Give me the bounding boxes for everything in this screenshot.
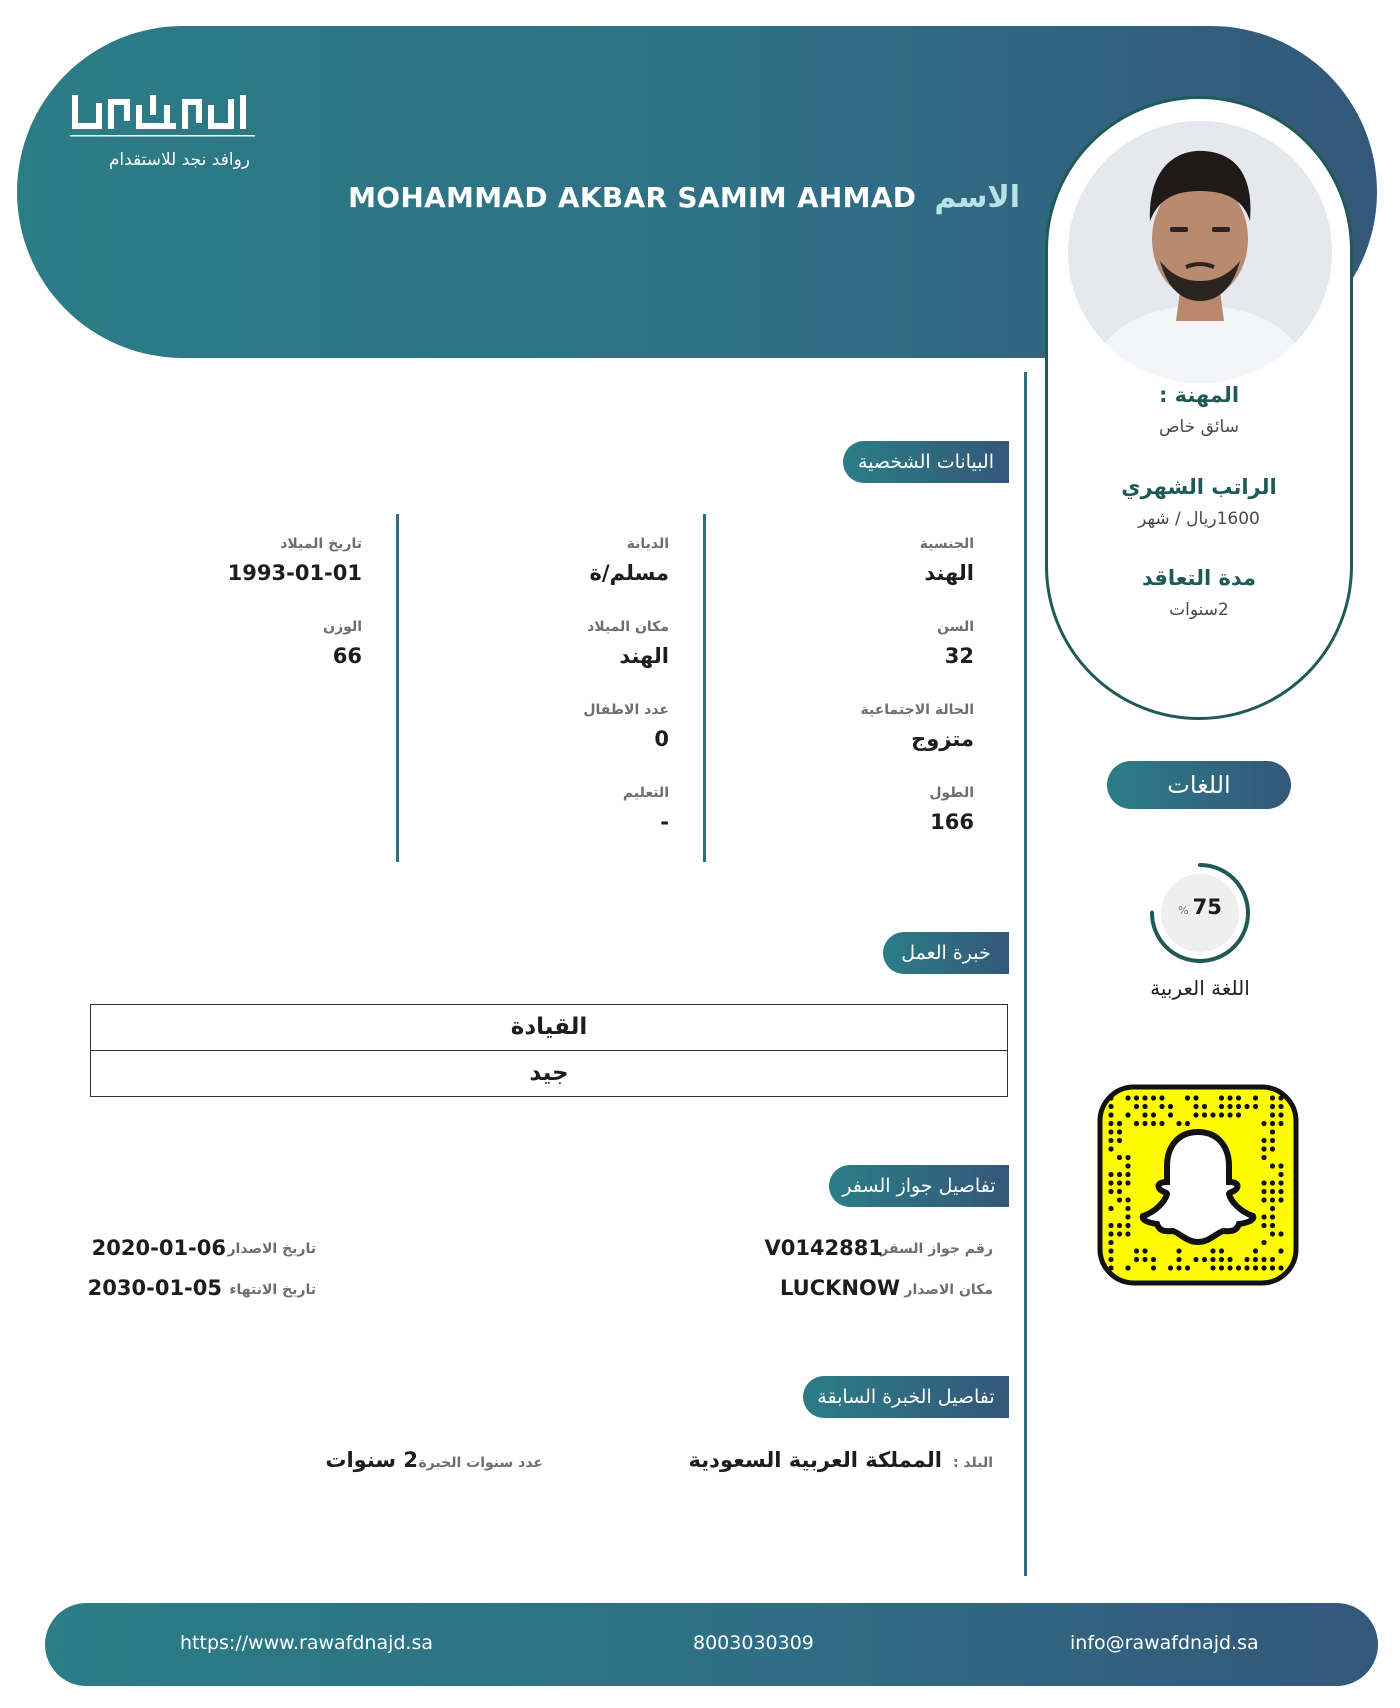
snapcode-dot: [1270, 1197, 1275, 1202]
snapcode-dot: [1108, 1248, 1113, 1253]
issue-place-value: LUCKNOW: [780, 1276, 900, 1300]
snapcode-dot: [1244, 1104, 1249, 1109]
snapcode-dot: [1108, 1180, 1113, 1185]
snapcode-dot: [1244, 1265, 1249, 1270]
experience-years-label: عدد سنوات الخبرة: [418, 1455, 543, 1471]
snapcode-dot: [1270, 1180, 1275, 1185]
vertical-divider: [1024, 372, 1027, 1576]
contract-block: [1048, 566, 1350, 620]
country-label: البلد :: [952, 1455, 993, 1471]
snapcode-dot: [1125, 1223, 1130, 1228]
snapcode-dot: [1117, 1129, 1122, 1134]
snapcode-dot: [1261, 1121, 1266, 1126]
snapcode-dot: [1125, 1095, 1130, 1100]
snapcode-dot: [1125, 1206, 1130, 1211]
language-name: اللغة العربية: [1150, 976, 1250, 1000]
snapcode-dot: [1270, 1257, 1275, 1262]
snapcode-dot: [1210, 1112, 1215, 1117]
nationality-label: الجنسية: [919, 536, 974, 552]
snapcode-dot: [1134, 1248, 1139, 1253]
snapcode-dot: [1108, 1223, 1113, 1228]
snapcode-dot: [1134, 1121, 1139, 1126]
snapcode-dot: [1125, 1265, 1130, 1270]
column-divider: [703, 514, 706, 862]
snapcode-dot: [1108, 1146, 1113, 1151]
snapcode-dot: [1270, 1265, 1275, 1270]
snapcode-dot: [1278, 1231, 1283, 1236]
percent-sign: %: [1178, 904, 1189, 917]
snapcode-dot: [1227, 1095, 1232, 1100]
snapcode-dot: [1236, 1104, 1241, 1109]
age-label: السن: [937, 619, 974, 635]
snapcode-dot: [1108, 1257, 1113, 1262]
marital-label: الحالة الاجتماعية: [860, 702, 974, 718]
snapcode-dot: [1193, 1112, 1198, 1117]
snapcode-dot: [1261, 1240, 1266, 1245]
logo-tagline: روافد نجد للاستقدام: [108, 150, 250, 170]
children-label: عدد الاطفال: [583, 702, 669, 718]
contract-label: مدة التعاقد: [1141, 566, 1257, 590]
snapcode-icon[interactable]: [1097, 1084, 1299, 1286]
religion-value: مسلم/ة: [589, 561, 669, 585]
snapcode-dot: [1261, 1197, 1266, 1202]
footer-website-link[interactable]: https://www.rawafdnajd.sa: [180, 1632, 434, 1654]
snapcode-dot: [1270, 1163, 1275, 1168]
birthplace-value: الهند: [619, 644, 669, 668]
name-row: [348, 180, 1020, 215]
snapcode-dot: [1236, 1095, 1241, 1100]
snapcode-dot: [1210, 1265, 1215, 1270]
snapcode-dot: [1185, 1095, 1190, 1100]
snapcode-dot: [1117, 1121, 1122, 1126]
skill-level: جيد: [91, 1050, 1007, 1096]
snapcode-dot: [1219, 1095, 1224, 1100]
snapcode-dot: [1270, 1206, 1275, 1211]
snapcode-dot: [1253, 1095, 1258, 1100]
snapcode-dot: [1227, 1257, 1232, 1262]
snapcode-dot: [1151, 1112, 1156, 1117]
snapcode-dot: [1202, 1104, 1207, 1109]
snapcode-dot: [1193, 1257, 1198, 1262]
snapcode-dot: [1125, 1231, 1130, 1236]
issue-place-label: مكان الاصدار: [904, 1282, 993, 1298]
snapcode-dot: [1261, 1155, 1266, 1160]
snapcode-dot: [1142, 1257, 1147, 1262]
snapcode-dot: [1176, 1265, 1181, 1270]
height-value: 166: [930, 810, 974, 834]
section-passport-details: تفاصيل جواز السفر: [829, 1165, 1009, 1207]
snapcode-dot: [1125, 1197, 1130, 1202]
profession-block: [1048, 383, 1350, 437]
section-work-experience: خبرة العمل: [883, 932, 1009, 974]
snapcode-dot: [1278, 1180, 1283, 1185]
birthdate-value: 1993-01-01: [227, 561, 362, 585]
nationality-value: الهند: [924, 561, 974, 585]
footer-email-link[interactable]: info@rawafdnajd.sa: [1070, 1632, 1259, 1654]
profession-value: سائق خاص: [1159, 417, 1239, 437]
snapcode-dot: [1236, 1112, 1241, 1117]
snapcode-dot: [1185, 1265, 1190, 1270]
snapcode-dot: [1142, 1095, 1147, 1100]
snapcode-dot: [1125, 1112, 1130, 1117]
snapcode-dot: [1151, 1121, 1156, 1126]
snapcode-dot: [1151, 1257, 1156, 1262]
snapcode-dot: [1142, 1104, 1147, 1109]
snapcode-dot: [1159, 1104, 1164, 1109]
snapcode-dot: [1142, 1112, 1147, 1117]
expiry-date-value: 2030-01-05: [87, 1276, 222, 1300]
snapcode-dot: [1261, 1189, 1266, 1194]
snapcode-dot: [1278, 1095, 1283, 1100]
snapcode-dot: [1117, 1138, 1122, 1143]
snapcode-dot: [1244, 1257, 1249, 1262]
snapcode-dot: [1227, 1104, 1232, 1109]
snapcode-dot: [1142, 1121, 1147, 1126]
snapcode-dot: [1117, 1223, 1122, 1228]
snapcode-dot: [1168, 1104, 1173, 1109]
snapcode-dot: [1151, 1265, 1156, 1270]
experience-years-value: 2 سنوات: [325, 1448, 418, 1472]
snapcode-dot: [1270, 1231, 1275, 1236]
snapcode-dot: [1261, 1257, 1266, 1262]
weight-label: الوزن: [323, 619, 362, 635]
snapcode-dot: [1159, 1121, 1164, 1126]
snapcode-dot: [1108, 1104, 1113, 1109]
weight-value: 66: [332, 644, 362, 668]
snapcode-dot: [1278, 1104, 1283, 1109]
snapcode-dot: [1253, 1248, 1258, 1253]
education-label: التعليم: [622, 785, 669, 801]
birthdate-label: تاريخ الميلاد: [280, 536, 362, 552]
issue-date-value: 2020-01-06: [91, 1236, 226, 1260]
snapcode-dot: [1253, 1104, 1258, 1109]
snapcode-dot: [1253, 1257, 1258, 1262]
profile-photo: [1068, 121, 1332, 383]
snapcode-dot: [1176, 1248, 1181, 1253]
age-value: 32: [944, 644, 974, 668]
snapcode-dot: [1219, 1248, 1224, 1253]
snapcode-dot: [1253, 1265, 1258, 1270]
snapcode-dot: [1219, 1104, 1224, 1109]
name-label: الاسم: [934, 180, 1020, 215]
language-percent: [1145, 895, 1255, 919]
snapcode-dot: [1108, 1112, 1113, 1117]
salary-block: [1048, 475, 1350, 529]
snapcode-dot: [1117, 1180, 1122, 1185]
snapcode-dot: [1125, 1180, 1130, 1185]
snapcode-dot: [1278, 1163, 1283, 1168]
passport-number-label: رقم جواز السفر: [880, 1241, 993, 1257]
snapcode-dot: [1108, 1129, 1113, 1134]
column-divider: [396, 514, 399, 862]
snapcode-dot: [1270, 1129, 1275, 1134]
snapcode-dot: [1151, 1095, 1156, 1100]
skills-table: [90, 1004, 1008, 1097]
expiry-date-label: تاريخ الانتهاء: [229, 1282, 316, 1298]
snapcode-dot: [1134, 1104, 1139, 1109]
snapcode-dot: [1227, 1265, 1232, 1270]
snapcode-dot: [1270, 1138, 1275, 1143]
marital-value: متزوج: [911, 727, 974, 751]
salary-label: الراتب الشهري: [1121, 475, 1277, 499]
snapcode-dot: [1108, 1240, 1113, 1245]
snapcode-dot: [1108, 1231, 1113, 1236]
snapcode-dot: [1117, 1231, 1122, 1236]
snapcode-dot: [1134, 1257, 1139, 1262]
snapcode-dot: [1219, 1112, 1224, 1117]
snapcode-dot: [1117, 1197, 1122, 1202]
country-value: المملكة العربية السعودية: [688, 1448, 942, 1472]
snapcode-dot: [1278, 1112, 1283, 1117]
snapcode-dot: [1193, 1104, 1198, 1109]
snapcode-dot: [1278, 1248, 1283, 1253]
languages-title: اللغات: [1107, 761, 1291, 809]
snapcode-dot: [1278, 1265, 1283, 1270]
snapcode-dot: [1117, 1155, 1122, 1160]
snapcode-dot: [1108, 1121, 1113, 1126]
snapcode-dot: [1117, 1172, 1122, 1177]
section-previous-experience: تفاصيل الخبرة السابقة: [803, 1376, 1009, 1418]
profession-label: المهنة :: [1158, 383, 1240, 407]
snapcode-dot: [1168, 1112, 1173, 1117]
snapcode-dot: [1261, 1138, 1266, 1143]
children-value: 0: [654, 727, 669, 751]
snapcode-dot: [1261, 1180, 1266, 1185]
snapcode-dot: [1185, 1121, 1190, 1126]
snapcode-dot: [1270, 1112, 1275, 1117]
snapcode-dot: [1270, 1121, 1275, 1126]
snapcode-dot: [1278, 1121, 1283, 1126]
snapcode-dot: [1202, 1112, 1207, 1117]
snapcode-dot: [1176, 1121, 1181, 1126]
snapcode-dot: [1117, 1189, 1122, 1194]
snapcode-dot: [1210, 1248, 1215, 1253]
snapcode-dot: [1193, 1095, 1198, 1100]
snapcode-dot: [1134, 1095, 1139, 1100]
snapcode-dot: [1270, 1146, 1275, 1151]
education-value: -: [660, 810, 669, 834]
height-label: الطول: [929, 785, 974, 801]
snapcode-dot: [1108, 1172, 1113, 1177]
snapcode-dot: [1168, 1265, 1173, 1270]
issue-date-label: تاريخ الاصدار: [227, 1241, 316, 1257]
footer-phone[interactable]: 8003030309: [693, 1632, 814, 1654]
snapcode-dot: [1261, 1223, 1266, 1228]
snapcode-dot: [1270, 1095, 1275, 1100]
snapcode-dot: [1236, 1265, 1241, 1270]
snapcode-dot: [1227, 1112, 1232, 1117]
snapcode-dot: [1278, 1189, 1283, 1194]
snapcode-dot: [1202, 1257, 1207, 1262]
snapcode-dot: [1261, 1146, 1266, 1151]
salary-value: 1600ريال / شهر: [1138, 509, 1260, 529]
skill-name: القيادة: [510, 1014, 588, 1040]
snapcode-dot: [1108, 1265, 1113, 1270]
snapcode-dot: [1108, 1095, 1113, 1100]
snapcode-dot: [1219, 1265, 1224, 1270]
snapcode-dot: [1270, 1214, 1275, 1219]
snapcode-dot: [1142, 1248, 1147, 1253]
snapcode-dot: [1108, 1189, 1113, 1194]
birthplace-label: مكان الميلاد: [587, 619, 669, 635]
snapcode-dot: [1270, 1189, 1275, 1194]
snapcode-dot: [1270, 1223, 1275, 1228]
snapcode-dot: [1278, 1197, 1283, 1202]
contract-value: 2سنوات: [1169, 600, 1229, 620]
snapcode-dot: [1261, 1265, 1266, 1270]
religion-label: الديانة: [626, 536, 669, 552]
snapcode-dot: [1125, 1172, 1130, 1177]
snapcode-dot: [1125, 1163, 1130, 1168]
snapcode-dot: [1278, 1172, 1283, 1177]
passport-number-value: V0142881: [764, 1236, 883, 1260]
snapcode-dot: [1210, 1257, 1215, 1262]
snapcode-dot: [1125, 1214, 1130, 1219]
snapcode-dot: [1219, 1257, 1224, 1262]
snapcode-dot: [1108, 1206, 1113, 1211]
snapcode-dot: [1176, 1257, 1181, 1262]
candidate-name: MOHAMMAD AKBAR SAMIM AHMAD: [348, 181, 917, 214]
snapcode-dot: [1270, 1104, 1275, 1109]
profile-card: [1045, 96, 1353, 720]
percent-value: 75: [1192, 895, 1222, 919]
section-personal-data: البيانات الشخصية: [843, 441, 1009, 483]
snapcode-dot: [1159, 1095, 1164, 1100]
snapcode-dot: [1108, 1138, 1113, 1143]
snapcode-dot: [1125, 1155, 1130, 1160]
snapcode-dot: [1261, 1214, 1266, 1219]
